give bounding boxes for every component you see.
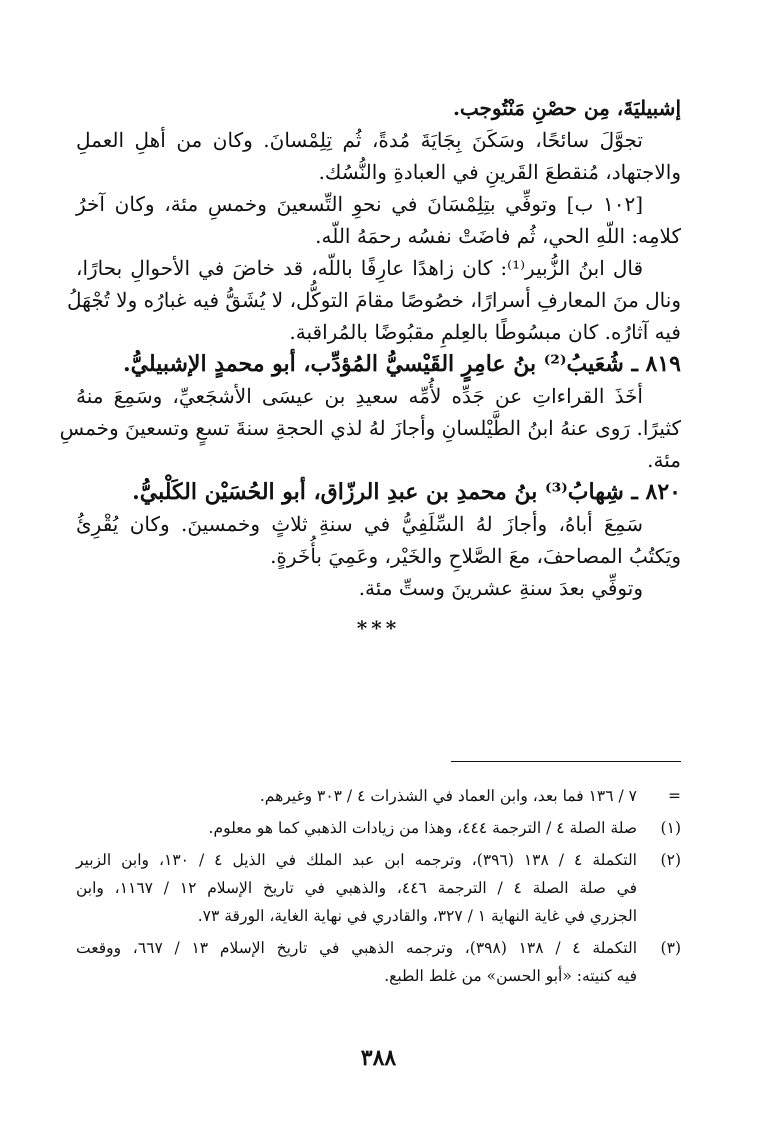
footnote-2 <box>76 846 681 930</box>
entry-heading-819: ٨١٩ ـ شُعَيبُ⁽²⁾ بنُ عامِرٍ القَيْسيُّ المُؤدِّب، أبو محمدٍ الإشبيليُّ. <box>122 351 681 377</box>
footnotes <box>76 782 681 994</box>
text-line: سَمِعَ أباهُ، وأجازَ لهُ السِّلَفِيُّ في سنةِ ثلاثٍ وخمسينَ. وكان يُقْرِئُ <box>76 512 644 536</box>
text-line: قال ابنُ الزُّبير⁽¹⁾: كان زاهدًا عارِفًا باللّه، قد خاضَ في الأحوالِ بحارًا، <box>76 256 644 280</box>
page-number: ٣٨٨ <box>360 1045 397 1071</box>
text-line: [١٠٢ ب] وتوفِّي بتِلِمْسَانَ في نحوِ التِّسعينَ وخمسِ مئة، وكان آخرُ <box>76 192 643 216</box>
text-line: ونال منَ المعارفِ أسرارًا، خصُوصًا مقامَ التوكُّل، لا يُشَقُّ فيه غبارُه ولا تُجْهَلُ <box>66 288 681 312</box>
text-line: وتوفِّي بعدَ سنةِ عشرينَ وستِّ مئة. <box>358 576 643 600</box>
section-separator-stars: *** <box>356 616 401 640</box>
text-line: إشبيليَةَ، مِن حصْنِ مَنْتُوجب. <box>452 96 681 120</box>
text-line: ويَكتُبُ المصاحفَ، معَ الصَّلاحِ والخَيْر، وعَمِيَ بأُخَرةٍ. <box>270 544 681 568</box>
footnote-line: التكملة ٤ / ١٣٨ (٣٩٦)، وترجمه ابن عبد الملك في الذيل ٤ / ١٣٠، وابن الزبير <box>76 851 637 869</box>
footnote-3 <box>76 934 681 990</box>
footnote-number: (٣) <box>660 939 681 957</box>
text-line: تجوَّلَ سائحًا، وسَكَنَ بِجَايَةَ مُدةً، ثُم تِلِمْسانَ. وكان من أهلِ العملِ <box>76 128 643 152</box>
footnote-line: فيه كنيته: «أبو الحسن» من غلط الطبع. <box>384 967 637 985</box>
footnote-line: ٧ / ١٣٦ فما بعد، وابن العماد في الشذرات ٤ / ٣٠٣ وغيرهم. <box>259 787 637 805</box>
footnote-line: صلة الصلة ٤ / الترجمة ٤٤٤، وهذا من زيادات الذهبي كما هو معلوم. <box>208 819 637 837</box>
footnote-number: (١) <box>660 819 681 837</box>
footnote-marker: = <box>668 787 681 805</box>
footnote-line: التكملة ٤ / ١٣٨ (٣٩٨)، وترجمه الذهبي في تاريخ الإسلام ١٣ / ٦٦٧، ووقعت <box>76 939 638 957</box>
text-line: والاجتهاد، مُنقطعَ القَرينِ في العبادةِ والنُّسُك. <box>318 160 681 184</box>
footnote-1 <box>76 814 681 842</box>
text-line: أخَذَ القراءاتِ عن جَدِّه لأُمِّه سعيدِ بن عيسَى الأشجَعيِّ، وسَمِعَ منهُ <box>76 384 643 408</box>
text-line: كثيرًا. رَوى عنهُ ابنُ الطَّيْلسانِ وأجازَ لهُ لذي الحجةِ سنةَ تسعٍ وتسعينَ وخمسِ <box>59 416 681 440</box>
footnote-divider <box>451 761 681 762</box>
footnote-line: في صلة الصلة ٤ / الترجمة ٤٤٦، والذهبي في تاريخ الإسلام ١٢ / ١١٦٧، وابن <box>76 879 638 897</box>
footnote-number: (٢) <box>660 851 681 869</box>
text-line: مئة. <box>647 448 681 472</box>
text-line: كلامِه: اللّهِ الحي، ثُم فاضَتْ نفسُه رحمَهُ اللّه. <box>315 224 681 248</box>
footnote-continuation <box>76 782 681 810</box>
footnote-line: الجزري في غاية النهاية ١ / ٣٢٧، والقادري في نهاية الغاية، الورقة ٧٣. <box>197 907 637 925</box>
text-line: فيه آثارُه. كان مبسُوطًا بالعِلمِ مقبُوضًا بالمُراقبة. <box>289 320 681 344</box>
entry-heading-820: ٨٢٠ ـ شِهابُ⁽³⁾ بنُ محمدِ بن عبدِ الرزّاق، أبو الحُسَيْن الكَلْبيُّ. <box>132 479 681 505</box>
